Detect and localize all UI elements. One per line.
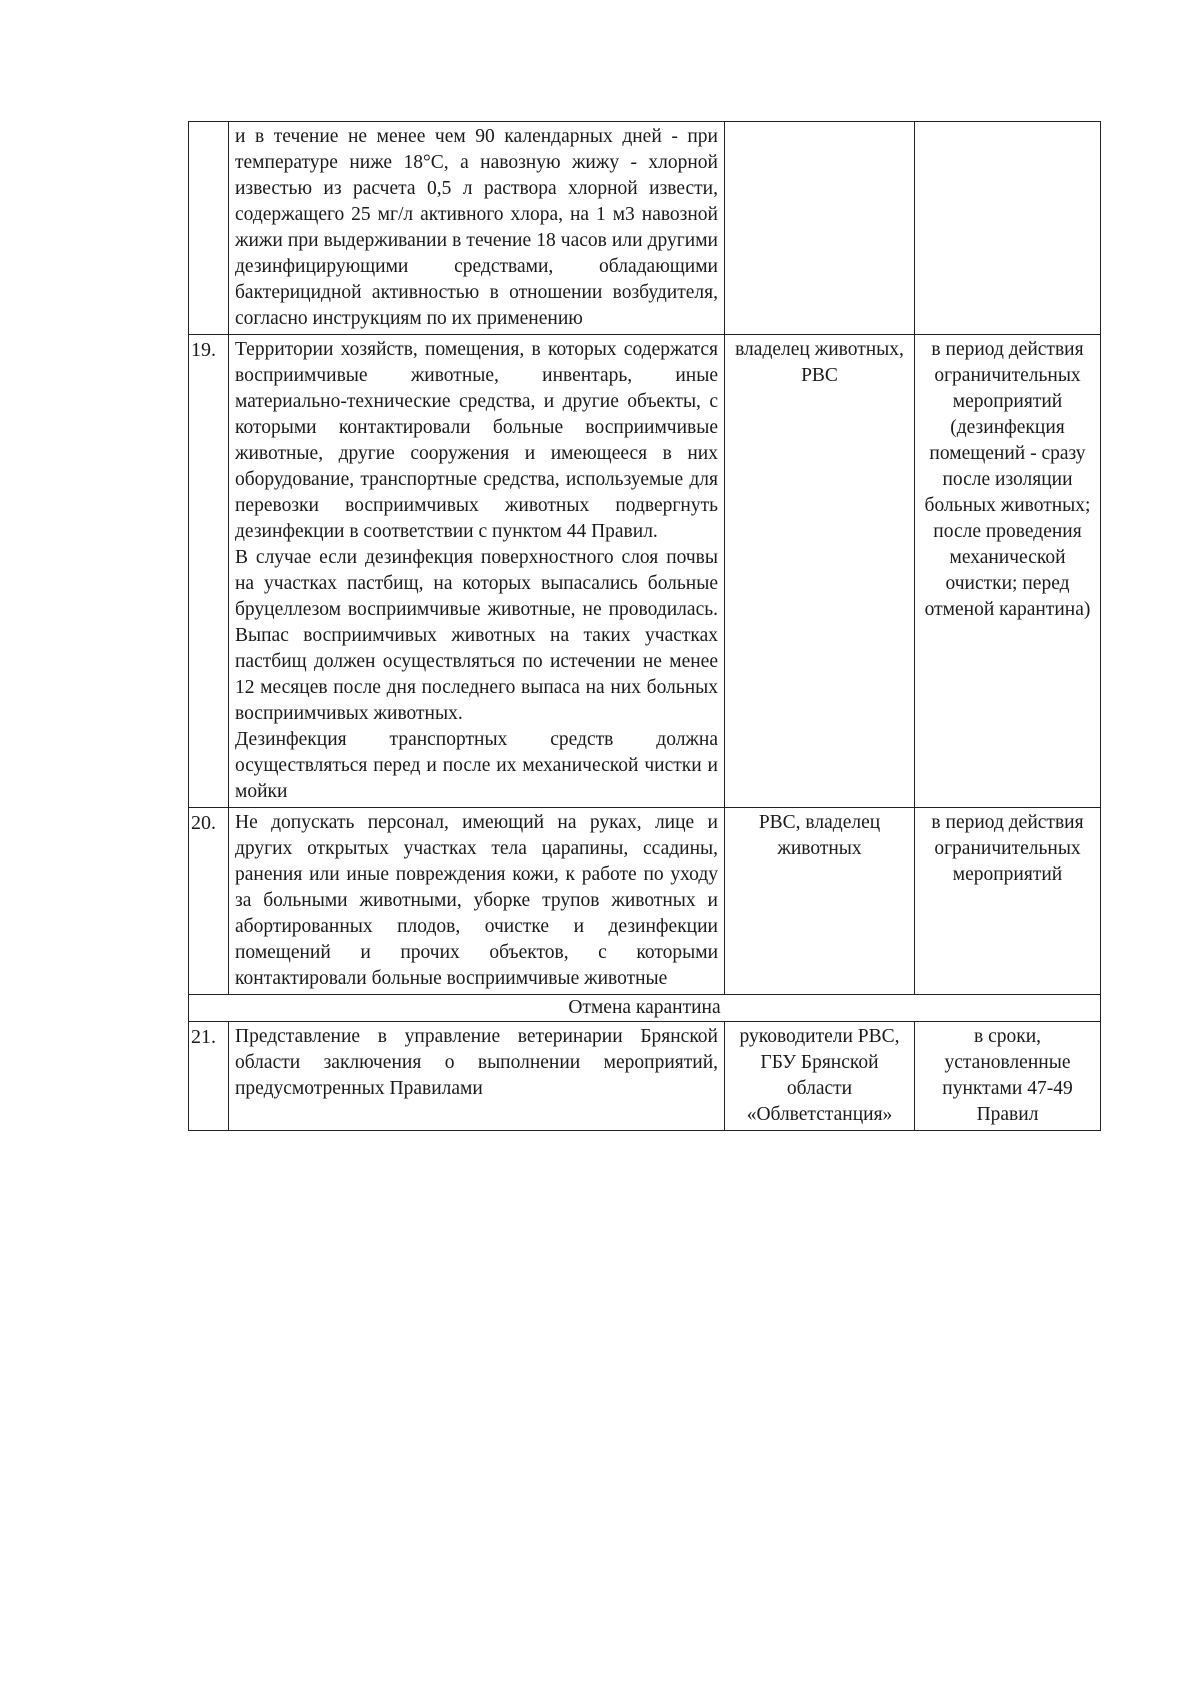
content-paragraph: Территории хозяйств, помещения, в которых содержатся восприимчивые животные, инвентарь, иные материально-технические средства, и другие объекты, с которыми контактировали больные восприимчивые животные, другие сооружения и имеющееся в них оборудование, транспортные средства, используемые для перевозки восприимчивых животных подвергнуть дезинфекции в соответствии с пунктом 44 Правил. <box>235 339 718 542</box>
row-term: в сроки, установленные пунктами 47-49 Правил <box>915 1022 1101 1131</box>
row-term <box>915 122 1101 335</box>
table-row <box>189 808 1101 995</box>
table-row <box>189 335 1101 808</box>
row-number: 19. <box>189 335 229 808</box>
row-number <box>189 122 229 335</box>
measures-table <box>188 121 1101 1131</box>
row-term: в период действия ограничительных мероприятий (дезинфекция помещений - сразу после изоляции больных животных; после проведения механической очистки; перед отменой карантина) <box>915 335 1101 808</box>
table-row <box>189 1022 1101 1131</box>
row-content: Представление в управление ветеринарии Брянской области заключения о выполнении мероприятий, предусмотренных Правилами <box>229 1022 725 1131</box>
table-row <box>189 122 1101 335</box>
content-paragraph: Не допускать персонал, имеющий на руках, лице и других открытых участках тела царапины, ссадины, ранения или иные повреждения кожи, к работе по уходу за больными животными, уборке трупов животных и абортированных плодов, очистке и дезинфекции помещений и прочих объектов, с которыми контактировали больные восприимчивые животные <box>235 812 718 989</box>
row-responsible: руководители РВС, ГБУ Брянской области «Облветстанция» <box>725 1022 915 1131</box>
row-term: в период действия ограничительных мероприятий <box>915 808 1101 995</box>
row-responsible: владелец животных, РВС <box>725 335 915 808</box>
row-content <box>229 122 725 335</box>
content-paragraph: В случае если дезинфекция поверхностного слоя почвы на участках пастбищ, на которых выпасались больные бруцеллезом восприимчивые животные, не проводилась. Выпас восприимчивых животных на таких участках пастбищ должен осуществляться по истечении не менее 12 месяцев после дня последнего выпаса на них больных восприимчивых животных. <box>235 547 718 724</box>
section-row <box>189 995 1101 1022</box>
content-paragraph: и в течение не менее чем 90 календарных дней - при температуре ниже 18°С, а навозную жижу - хлорной известью из расчета 0,5 л раствора хлорной извести, содержащего 25 мг/л активного хлора, на 1 м3 навозной жижи при выдерживании в течение 18 часов или другими дезинфицирующими средствами, обладающими бактерицидной активностью в отношении возбудителя, согласно инструкциям по их применению <box>235 126 718 329</box>
row-responsible: РВС, владелец животных <box>725 808 915 995</box>
row-content <box>229 808 725 995</box>
row-responsible <box>725 122 915 335</box>
section-title: Отмена карантина <box>189 995 1101 1022</box>
row-number: 21. <box>189 1022 229 1131</box>
row-number: 20. <box>189 808 229 995</box>
content-paragraph: Дезинфекция транспортных средств должна осуществляться перед и после их механической чистки и мойки <box>235 729 718 802</box>
row-content <box>229 335 725 808</box>
